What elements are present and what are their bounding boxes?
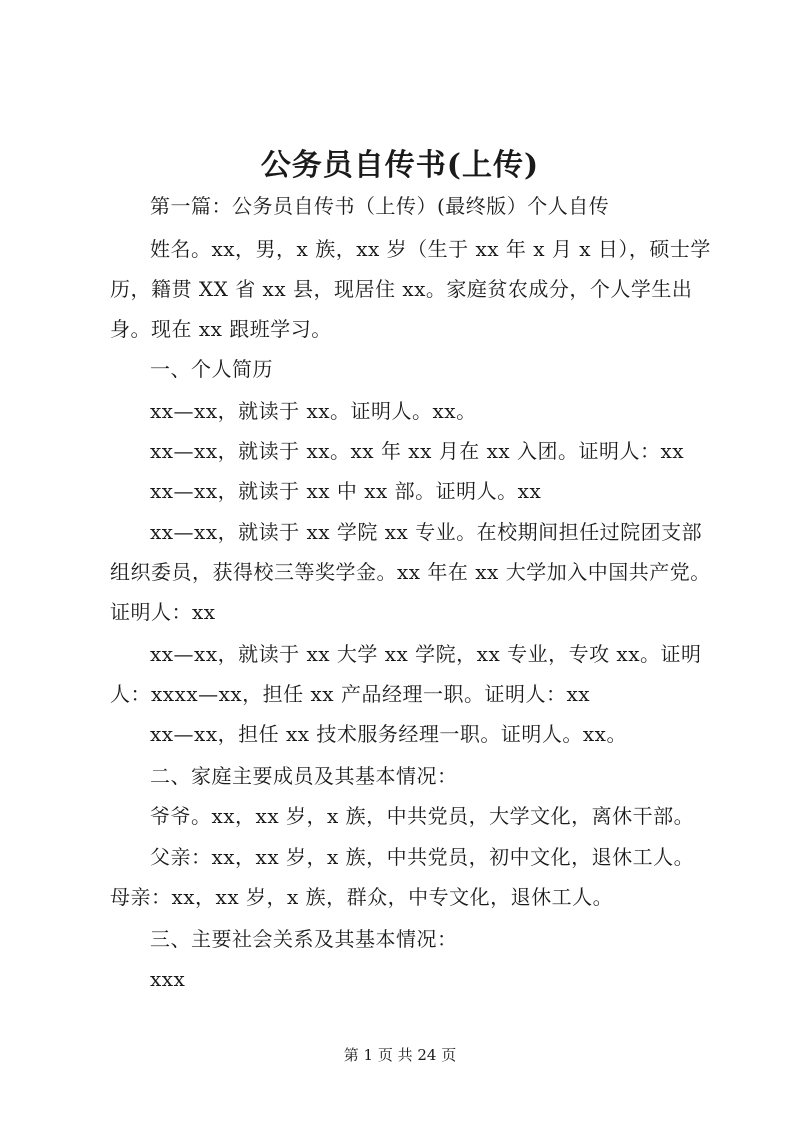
paragraph-line: 证明人：xx <box>110 600 216 624</box>
page-footer: 第 1 页 共 24 页 <box>343 1046 457 1064</box>
paragraph-line: xx—xx，担任 xx 技术服务经理一职。证明人。xx。 <box>150 722 627 746</box>
paragraph-line: 身。现在 xx 跟班学习。 <box>110 317 332 341</box>
paragraph-line: xx—xx，就读于 xx。证明人。xx。 <box>150 399 477 423</box>
paragraph-line: 历，籍贯 XX 省 xx 县，现居住 xx。家庭贫农成分，个人学生出 <box>110 277 693 301</box>
paragraph-line: 爷爷。xx，xx 岁，x 族，中共党员，大学文化，离休干部。 <box>150 804 695 828</box>
paragraph-line: 姓名。xx，男，x 族，xx 岁（生于 xx 年 x 月 x 日），硕士学 <box>150 237 711 261</box>
paragraph-line: xx—xx，就读于 xx。xx 年 xx 月在 xx 入团。证明人：xx <box>150 439 685 463</box>
document-title: 公务员自传书(上传) <box>260 148 540 183</box>
paragraph-line: 组织委员，获得校三等奖学金。xx 年在 xx 大学加入中国共产党。 <box>110 560 711 584</box>
section-heading-family: 二、家庭主要成员及其基本情况： <box>150 764 458 788</box>
section-heading-resume: 一、个人简历 <box>150 357 273 381</box>
paragraph-line: xx—xx，就读于 xx 中 xx 部。证明人。xx <box>150 479 542 503</box>
paragraph-line-first-heading: 第一篇：公务员自传书（上传）(最终版）个人自传 <box>150 194 610 218</box>
paragraph-line: 人：xxxx—xx，担任 xx 产品经理一职。证明人：xx <box>110 682 591 706</box>
paragraph-line: xx—xx，就读于 xx 大学 xx 学院，xx 专业，专攻 xx。证明 <box>150 642 702 666</box>
section-heading-social: 三、主要社会关系及其基本情况： <box>150 927 458 951</box>
paragraph-line: 母亲：xx，xx 岁，x 族，群众，中专文化，退休工人。 <box>110 885 614 909</box>
paragraph-line: xx—xx，就读于 xx 学院 xx 专业。在校期间担任过院团支部 <box>150 520 703 544</box>
paragraph-line: xxx <box>150 967 186 991</box>
paragraph-line: 父亲：xx，xx 岁，x 族，中共党员，初中文化，退休工人。 <box>150 845 695 869</box>
